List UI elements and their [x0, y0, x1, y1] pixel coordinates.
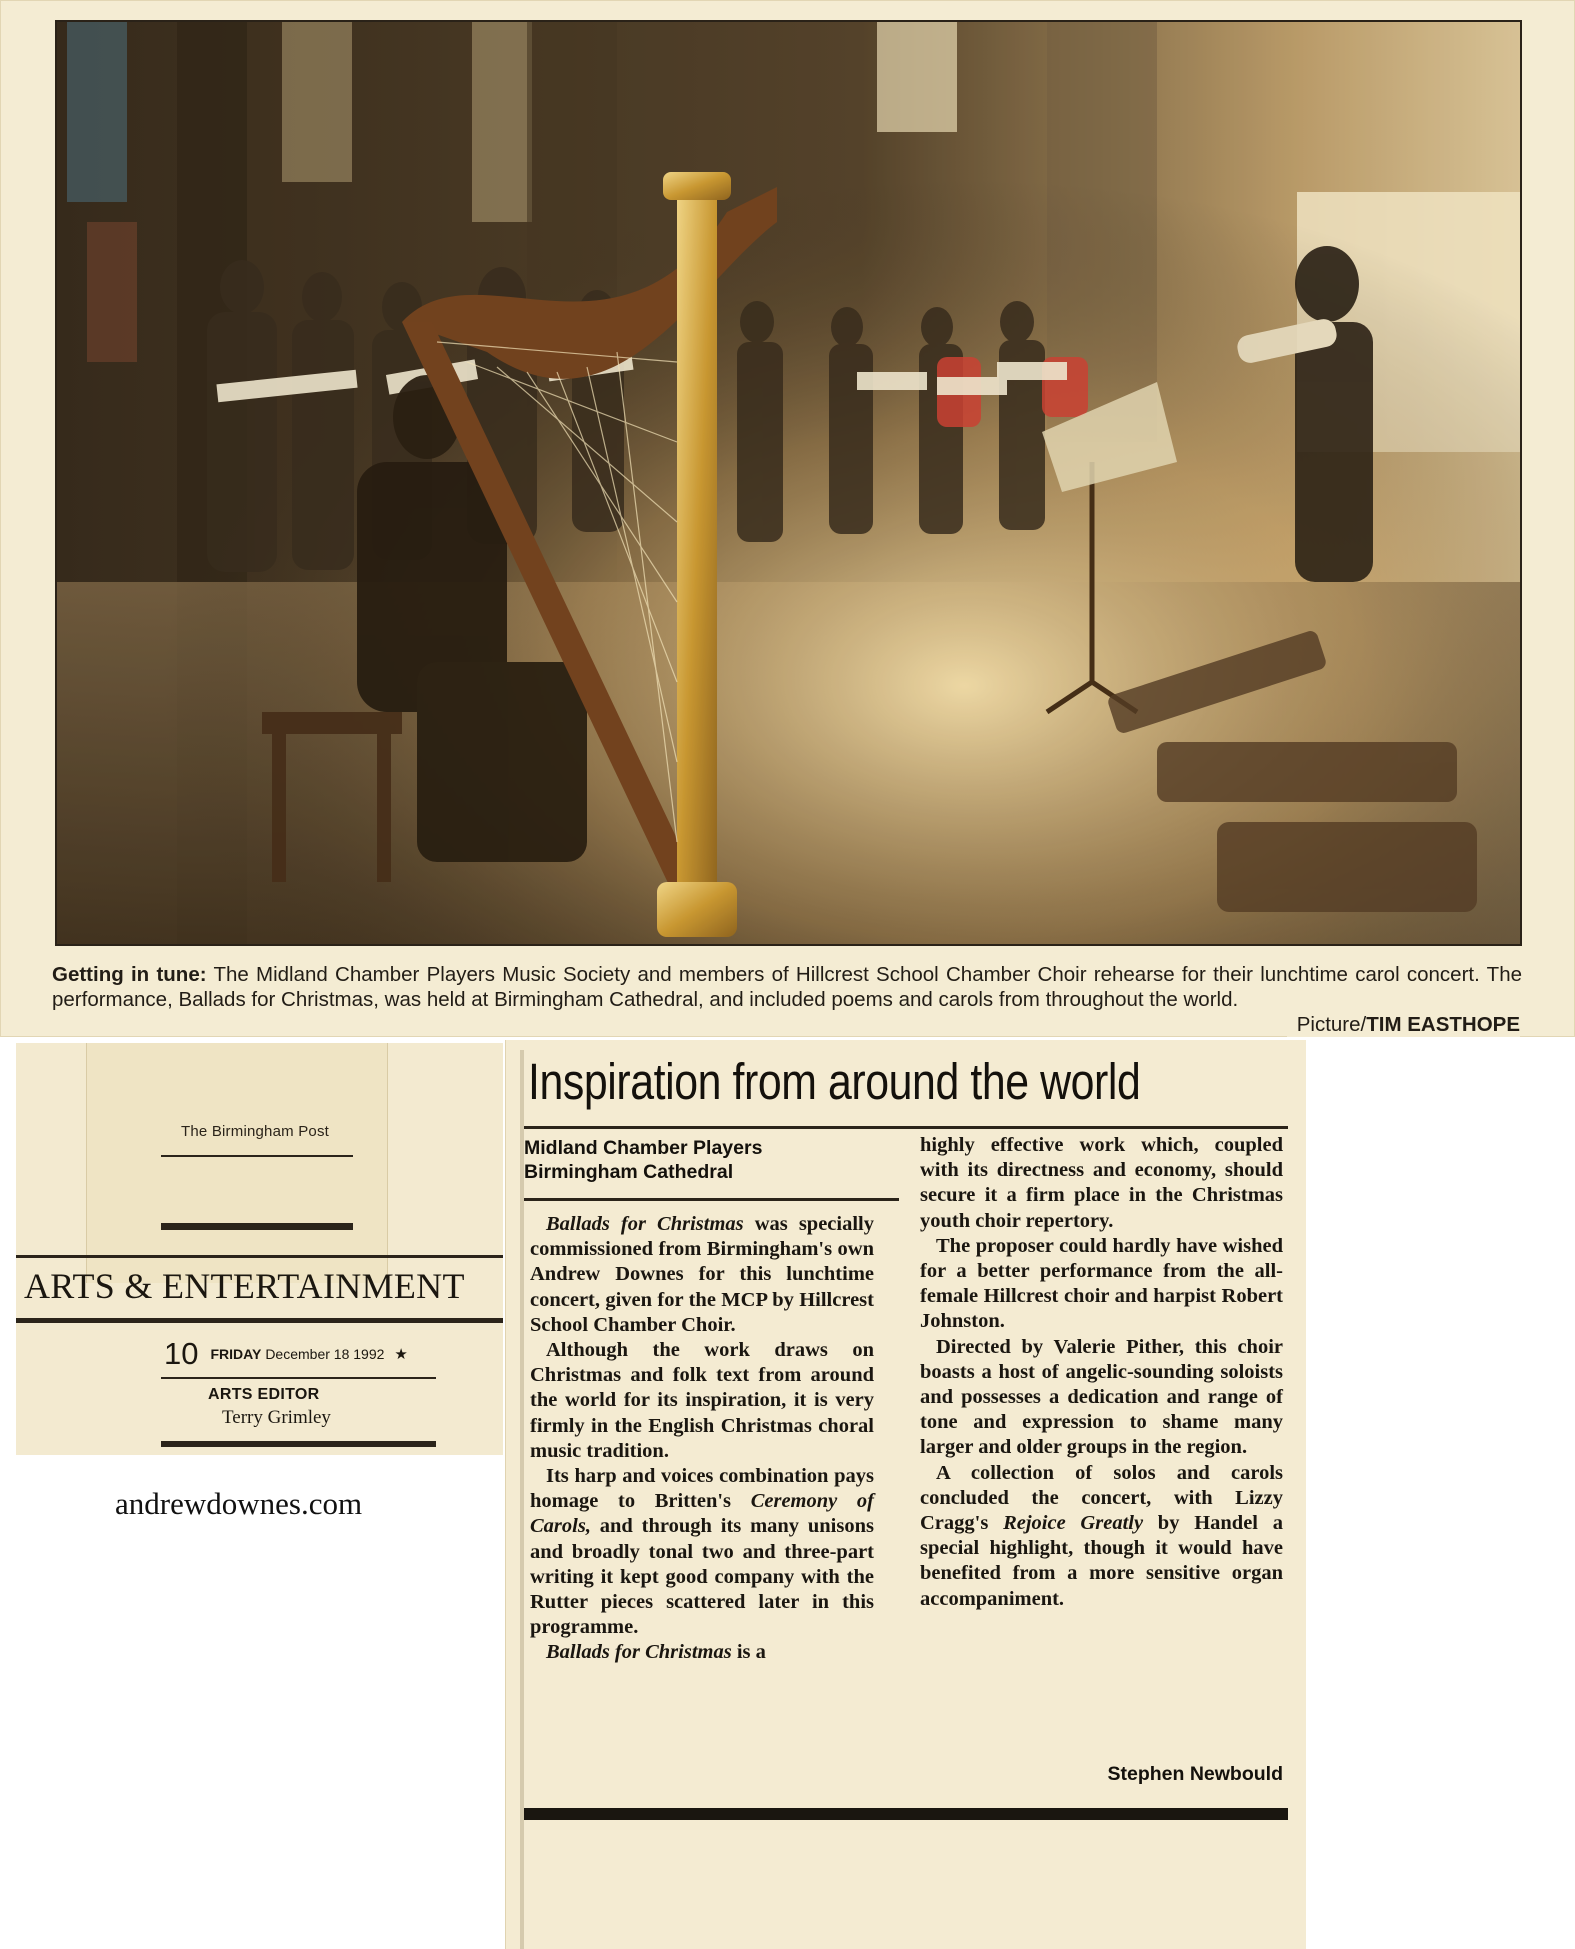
- page-number: 10: [164, 1336, 199, 1371]
- rule: [161, 1155, 353, 1157]
- credit-prefix: Picture/: [1296, 1013, 1367, 1036]
- paragraph: [530, 1640, 874, 1665]
- work-title: Ballads for Christmas: [546, 1641, 732, 1664]
- rule-thick: [161, 1223, 353, 1230]
- photo-illustration: [57, 22, 1520, 944]
- rule: [16, 1255, 503, 1258]
- paragraph: [920, 1234, 1283, 1335]
- paragraph-text: was specially commissioned from Birmingham's own Andrew Downes for this lunchtime concert, given for the MCP by Hillcrest School Chamber Choir.: [530, 1213, 874, 1336]
- credit-name: TIM EASTHOPE: [1366, 1013, 1520, 1036]
- end-rule: [524, 1808, 1288, 1820]
- caption-lead: Getting in tune:: [52, 963, 207, 986]
- date-line: [164, 1336, 408, 1372]
- editor-label: ARTS EDITOR: [208, 1386, 320, 1403]
- paragraph: [920, 1335, 1283, 1461]
- paragraph-text: Although the work draws on Christmas and folk text from around the world for its inspiration, it is very firmly in the English Christmas choral music tradition.: [530, 1339, 874, 1462]
- masthead-backing: [86, 1043, 388, 1283]
- rule-thick: [16, 1318, 503, 1323]
- paragraph-text: is a: [731, 1641, 766, 1664]
- rule: [524, 1198, 899, 1201]
- website-url: andrewdownes.com: [115, 1486, 363, 1521]
- work-title: Ceremony of Carols,: [530, 1490, 874, 1538]
- paragraph: [530, 1212, 874, 1338]
- venue-name: Birmingham Cathedral: [524, 1161, 734, 1183]
- caption-text: The Midland Chamber Players Music Society and members of Hillcrest School Chamber Choir rehearse for their lunchtime carol concert. The performance, Ballads for Christmas, was held at Birmingham Cathedral, and included poems and carols from throughout the world.: [52, 963, 1522, 1011]
- paragraph: [530, 1338, 874, 1464]
- section-title: ARTS & ENTERTAINMENT: [24, 1266, 465, 1306]
- venue-box: [524, 1136, 894, 1184]
- paragraph-continued: highly effective work which, coupled with its directness and economy, should secure it a firm place in the Christmas youth choir repertory.: [920, 1134, 1283, 1232]
- paragraph-text: A collection of solos and carols concluded the concert, with Lizzy Cragg's: [920, 1461, 1283, 1535]
- paragraph-text: Its harp and voices combination pays homage to Britten's: [530, 1465, 874, 1513]
- work-title: Ballads for Christmas: [546, 1213, 744, 1235]
- paper-name: The Birmingham Post: [181, 1123, 330, 1140]
- rule: [524, 1126, 1288, 1129]
- paragraph: [920, 1461, 1283, 1612]
- rule-thick: [161, 1441, 436, 1447]
- choir-rehearsal-photo: [55, 20, 1522, 946]
- paragraph: [530, 1464, 874, 1640]
- review-clipping: [505, 1040, 1306, 1949]
- paragraph-text: The proposer could hardly have wished for a better performance from the all-female Hillcrest choir and harpist Robert Johnston.: [920, 1234, 1283, 1333]
- photo-caption: [52, 962, 1522, 1012]
- editor-name: Terry Grimley: [222, 1407, 331, 1428]
- work-title: Rejoice Greatly: [1003, 1512, 1144, 1535]
- date-text: December 18 1992: [265, 1346, 385, 1362]
- photo-credit: [1287, 1012, 1520, 1037]
- day-label: FRIDAY: [210, 1346, 262, 1362]
- review-column-2: [920, 1133, 1283, 1612]
- paragraph-text: by Handel a special highlight, though it would have benefited from a more sensitive organ accompaniment.: [920, 1512, 1283, 1610]
- paragraph-text: Directed by Valerie Pither, this choir boasts a host of angelic-sounding soloists and possesses a dedication and range of tone and expression to shame many larger and older groups in the region.: [920, 1335, 1283, 1459]
- headline: Inspiration from around the world: [528, 1053, 1141, 1110]
- star-icon: ★: [394, 1346, 408, 1363]
- review-column-1: [530, 1212, 874, 1666]
- byline: Stephen Newbould: [1107, 1763, 1283, 1785]
- rule: [161, 1377, 436, 1379]
- masthead-clipping: [16, 1043, 503, 1455]
- ensemble-name: Midland Chamber Players: [524, 1137, 763, 1159]
- paragraph-text: and through its many unisons and broadly tonal two and three-part writing it kept good company with the Rutter pieces scattered later in this programme.: [530, 1515, 874, 1639]
